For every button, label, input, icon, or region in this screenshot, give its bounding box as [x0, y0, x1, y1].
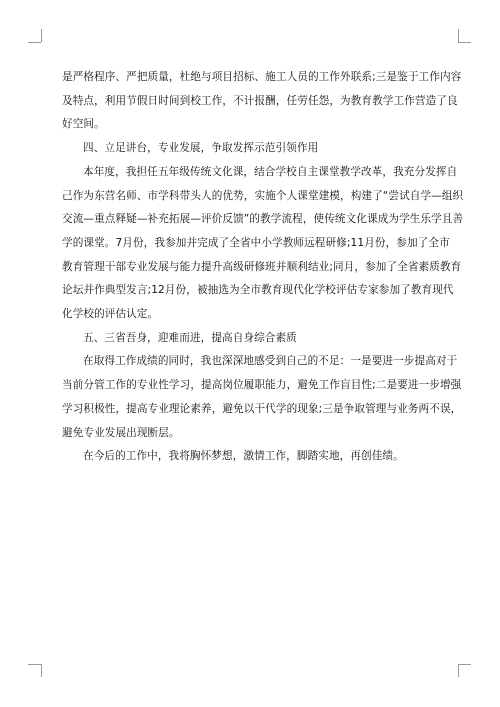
paragraph [62, 161, 464, 327]
paragraph [62, 445, 448, 469]
section-heading [62, 327, 448, 351]
paragraph [62, 350, 462, 445]
text-line: 论坛并作典型发言;12月份，被抽选为全市教育现代化学校评估专家参加了教育现代 [62, 284, 454, 297]
text-line: 本年度，我担任五年级传统文化课，结合学校自主课堂教学改革，我充分发挥自 [83, 165, 458, 178]
crop-mark-bottom-right-v [458, 664, 459, 677]
crop-mark-bottom-left [28, 664, 41, 665]
text-line: 当前分管工作的专业性学习，提高岗位履职能力，避免工作盲目性;二是要进一步增强 [62, 379, 462, 392]
text-line: 学的课堂。7月份，我参加并完成了全省中小学教师远程研修;11月份，参加了全市 [62, 236, 450, 249]
crop-mark-top-left-v [41, 29, 42, 42]
text-line: 化学校的评估认定。 [62, 308, 159, 321]
heading-line: 五、三省吾身，迎难而进，提高自身综合素质 [83, 331, 297, 344]
text-line: 己作为东营名师、市学科带头人的优势，实施个人课堂建模，构建了“尝试自学—组织 [62, 189, 464, 202]
heading-line: 四、立足讲台，专业发展，争取发挥示范引领作用 [83, 142, 319, 155]
text-line: 及特点，利用节假日时间到校工作，不计报酬，任劳任怨，为教育教学工作营造了良 [62, 94, 458, 107]
crop-mark-top-right-v [458, 29, 459, 42]
paragraph [62, 66, 462, 137]
text-line: 避免专业发展出现断层。 [62, 426, 180, 439]
text-line: 好空间。 [62, 118, 105, 131]
section-heading [62, 137, 448, 161]
crop-mark-top-left [28, 42, 41, 43]
text-line: 在今后的工作中，我将胸怀梦想，激情工作，脚踏实地，再创佳绩。 [83, 450, 404, 463]
crop-mark-top-right [458, 42, 471, 43]
text-line: 交流—重点释疑—补充拓展—评价反馈”的教学流程，使传统文化课成为学生乐学且善 [62, 213, 464, 226]
text-line: 是严格程序、严把质量，杜绝与项目招标、施工人员的工作外联系;三是鉴于工作内容 [62, 71, 462, 83]
crop-mark-bottom-left-v [41, 664, 42, 677]
document-body [62, 66, 464, 469]
text-line: 学习积极性，提高专业理论素养，避免以干代学的现象;三是争取管理与业务两不误， [62, 402, 462, 415]
crop-mark-bottom-right [458, 664, 471, 665]
text-line: 在取得工作成绩的同时，我也深深地感受到自己的不足：一是要进一步提高对于 [83, 355, 458, 368]
text-line: 教育管理干部专业发展与能力提升高级研修班并顺利结业;同月，参加了全省素质教育 [62, 260, 462, 273]
